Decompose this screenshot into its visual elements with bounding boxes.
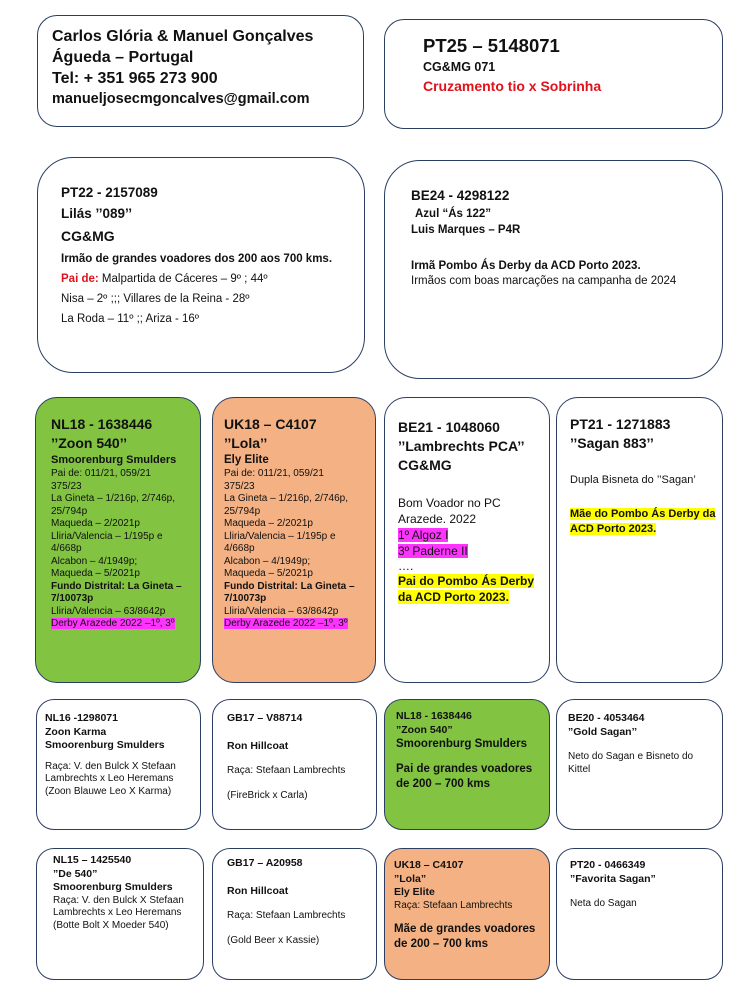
ggp5-ring: NL15 – 1425540 (53, 854, 132, 866)
grandparent-card-lola (212, 397, 376, 683)
ggp2-parents: (FireBrick x Carla) (227, 789, 308, 801)
sire-offspring-line1: Pai de: Malpartida de Cáceres – 9º ; 44º (61, 273, 268, 285)
ggp7-ring: UK18 – C4107 (394, 859, 464, 871)
contact-card (37, 15, 364, 127)
gp3-ring: BE21 - 1048060 (398, 419, 500, 435)
main-bird-card (384, 19, 723, 129)
grandparent-card-lambrechts-pca (384, 397, 550, 683)
ggp2-race: Raça: Stefaan Lambrechts (227, 765, 346, 776)
gp3-pai-highlight: Pai do Pombo Ás Derby da ACD Porto 2023. (398, 574, 535, 604)
ggp-card-zoon-540 (384, 699, 550, 830)
ggp2-ring: GB17 – V88714 (227, 712, 303, 724)
dam-description-2: Irmãos com boas marcações na campanha de 2024 (411, 275, 677, 287)
ggp7-name: ”Lola” (394, 872, 427, 885)
ggp5-owner: Smoorenburg Smulders (53, 881, 173, 893)
ggp1-owner: Smoorenburg Smulders (45, 739, 165, 751)
gp1-name: ’’Zoon 540’’ (51, 435, 127, 451)
gp2-name: ’’Lola’’ (224, 435, 268, 451)
gp3-result-1: 1º Algoz I (398, 528, 449, 542)
gp1-ring: NL18 - 1638446 (51, 416, 153, 432)
ggp1-race: Raça: V. den Bulck X Stefaan Lambrechts x Leo Heremans (45, 760, 176, 784)
sire-description: Irmão de grandes voadores dos 200 aos 700 kms. (61, 253, 333, 265)
ggp1-parents: (Zoon Blauwe Leo X Karma) (45, 785, 172, 797)
gp4-ring: PT21 - 1271883 (570, 416, 671, 432)
main-bird-note: Cruzamento tio x Sobrinha (423, 78, 602, 94)
ggp-card-zoon-karma (36, 699, 201, 830)
gp1-owner: Smoorenburg Smulders (51, 454, 177, 466)
ggp7-race: Raça: Stefaan Lambrechts (394, 899, 513, 911)
ggp4-name: ”Gold Sagan’’ (568, 725, 638, 738)
gp3-ellipsis: …. (398, 559, 414, 573)
ggp5-race: Raça: V. den Bulck X Stefaan Lambrechts x Leo Heremans (53, 894, 184, 918)
gp3-description: Bom Voador no PC Arazede. 2022 (398, 496, 501, 526)
main-bird-owner: CG&MG 071 (423, 60, 496, 74)
sire-offspring-line3: La Roda – 11º ;; Ariza - 16º (61, 313, 199, 325)
dam-description: Irmã Pombo Ás Derby da ACD Porto 2023. (411, 260, 641, 272)
sire-pai-label: Pai de: (61, 273, 99, 285)
ggp6-race: Raça: Stefaan Lambrechts (227, 910, 346, 921)
ggp-card-gb17-v88714 (212, 699, 377, 830)
sire-name: Lilás ’’089’’ (61, 206, 133, 221)
owner-email: manueljosecmgoncalves@gmail.com (52, 91, 310, 107)
gp4-description: Dupla Bisneta do ’’Sagan’ (570, 474, 696, 486)
owner-names: Carlos Glória & Manuel Gonçalves (52, 28, 314, 45)
sire-ring: PT22 - 2157089 (61, 185, 158, 200)
gp2-owner: Ely Elite (224, 454, 269, 466)
dam-owner: Luis Marques – P4R (411, 224, 521, 236)
dam-card (384, 160, 723, 379)
main-bird-ring: PT25 – 5148071 (423, 35, 560, 56)
sire-offspring-line2: Nisa – 2º ;;; Villares de la Reina - 28º (61, 293, 250, 305)
ggp-card-gb17-a20958 (212, 848, 377, 980)
ggp4-description: Neto do Sagan e Bisneto do Kittel (568, 751, 694, 775)
owner-phone: Tel: + 351 965 273 900 (52, 70, 218, 87)
ggp1-ring: NL16 -1298071 (45, 712, 118, 724)
gp3-result-2: 3º Paderne II (398, 544, 468, 558)
ggp7-owner: Ely Elite (394, 886, 435, 898)
ggp3-description: Pai de grandes voadores de 200 – 700 kms (396, 763, 533, 790)
ggp5-parents: (Botte Bolt X Moeder 540) (53, 919, 169, 931)
ggp3-ring: NL18 - 1638446 (396, 710, 472, 722)
grandparent-card-sagan-883 (556, 397, 723, 683)
ggp8-name: ”Favorita Sagan” (570, 872, 656, 885)
dam-name: Azul “Ás 122” (415, 208, 492, 220)
ggp6-ring: GB17 – A20958 (227, 857, 303, 869)
sire-owner: CG&MG (61, 228, 115, 244)
ggp-card-favorita-sagan (556, 848, 723, 980)
owner-city: Águeda – Portugal (52, 49, 194, 66)
gp1-results: Pai de: 011/21, 059/21 375/23 La Gineta – 1/216p, 2/746p, 25/794p Maqueda – 2/2021p Lliria/Valencia – 1/195p e 4/668p Alcabon – 4/1949p; Maqueda – 5/2021p Fundo Distrital: La Gineta – 7/10073p Lliria/Valencia – 63/8642p Derby Arazede 2022 –1º, 3º (51, 468, 182, 629)
gp2-derby-highlight: Derby Arazede 2022 –1º, 3º (224, 618, 348, 629)
ggp-card-lola (384, 848, 550, 980)
ggp8-ring: PT20 - 0466349 (570, 859, 646, 871)
ggp6-owner: Ron Hillcoat (227, 884, 289, 897)
ggp3-owner: Smoorenburg Smulders (396, 738, 527, 750)
gp1-derby-highlight: Derby Arazede 2022 –1º, 3º (51, 618, 175, 629)
ggp3-name: ”Zoon 540” (396, 723, 453, 736)
sire-card (37, 157, 365, 373)
ggp4-ring: BE20 - 4053464 (568, 712, 645, 724)
ggp5-name: ”De 540” (53, 867, 98, 880)
ggp7-description: Mãe de grandes voadores de 200 – 700 kms (394, 923, 536, 950)
gp2-ring: UK18 – C4107 (224, 416, 317, 432)
gp4-name: ’’Sagan 883’’ (570, 435, 654, 451)
ggp2-owner: Ron Hillcoat (227, 739, 289, 752)
gp2-results: Pai de: 011/21, 059/21 375/23 La Gineta – 1/216p, 2/746p, 25/794p Maqueda – 2/2021p Lliria/Valencia – 1/195p e 4/668p Alcabon – 4/1949p; Maqueda – 5/2021p Fundo Distrital: La Gineta – 7/10073p Lliria/Valencia – 63/8642p Derby Arazede 2022 –1º, 3º (224, 468, 355, 629)
ggp6-parents: (Gold Beer x Kassie) (227, 934, 320, 946)
dam-ring: BE24 - 4298122 (411, 188, 510, 203)
ggp1-name: Zoon Karma (45, 725, 107, 738)
gp3-owner: CG&MG (398, 457, 452, 473)
ggp-card-de-540 (36, 848, 204, 980)
gp3-name: ’’Lambrechts PCA’’ (398, 438, 525, 454)
ggp8-description: Neta do Sagan (570, 898, 637, 909)
gp4-mae-highlight: Mãe do Pombo Ás Derby da ACD Porto 2023. (570, 508, 716, 535)
grandparent-card-zoon-540 (35, 397, 201, 683)
ggp-card-gold-sagan (556, 699, 723, 830)
